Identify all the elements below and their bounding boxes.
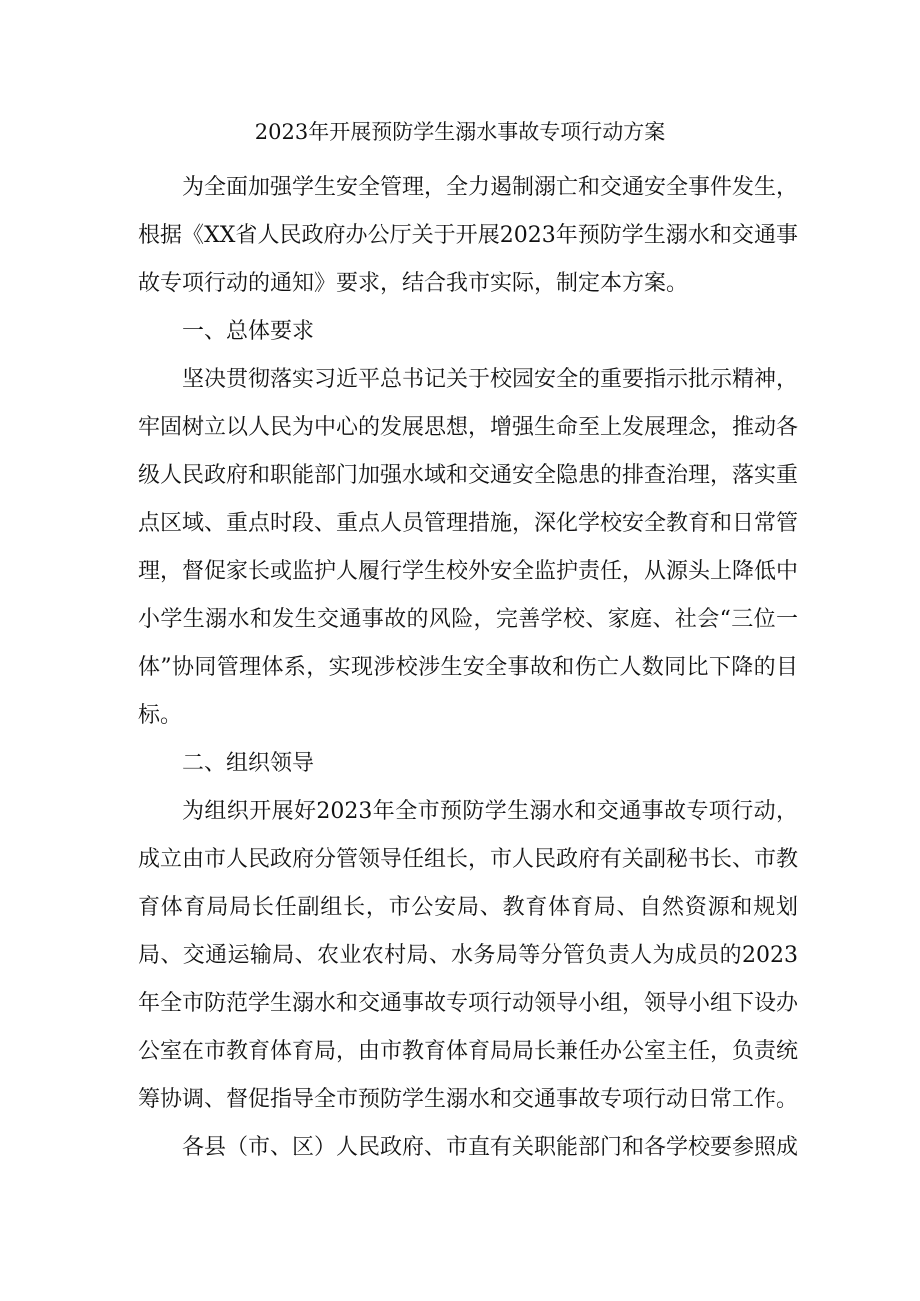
general-requirements-paragraph: 坚决贯彻落实习近平总书记关于校园安全的重要指示批示精神，牢固树立以人民为中心的发展思想，增强生命至上发展理念，推动各级人民政府和职能部门加强水域和交通安全隐患的排查治理，落实重点区域、重点时段、重点人员管理措施，深化学校安全教育和日常管理，督促家长或监护人履行学生校外安全监护责任，从源头上降低中小学生溺水和发生交通事故的风险，完善学校、家庭、社会“三位一体”协同管理体系，实现涉校涉生安全事故和伤亡人数同比下降的目标。 (138, 367, 799, 728)
organization-leadership-paragraph: 为组织开展好2023年全市预防学生溺水和交通事故专项行动，成立由市人民政府分管领导任组长，市人民政府有关副秘书长、市教育体育局局长任副组长，市公安局、教育体育局、自然资源和规划局、交通运输局、农业农村局、水务局等分管负责人为成员的2023年全市防范学生溺水和交通事故专项行动领导小组，领导小组下设办公室在市教育体育局，由市教育体育局局长兼任办公室主任，负责统筹协调、督促指导全市预防学生溺水和交通事故专项行动日常工作。 (138, 799, 799, 1112)
document-title: 2023年开展预防学生溺水事故专项行动方案 (254, 120, 666, 144)
continuation-paragraph: 各县（市、区）人民政府、市直有关职能部门和各学校要参照成 (182, 1135, 799, 1160)
section-heading-organization-leadership: 二、组织领导 (182, 751, 315, 776)
section-heading-general-requirements: 一、总体要求 (182, 319, 315, 344)
intro-paragraph: 为全面加强学生安全管理，全力遏制溺亡和交通安全事件发生，根据《XX省人民政府办公厅关于开展2023年预防学生溺水和交通事故专项行动的通知》要求，结合我市实际，制定本方案。 (138, 175, 799, 296)
document-body (138, 164, 798, 1172)
